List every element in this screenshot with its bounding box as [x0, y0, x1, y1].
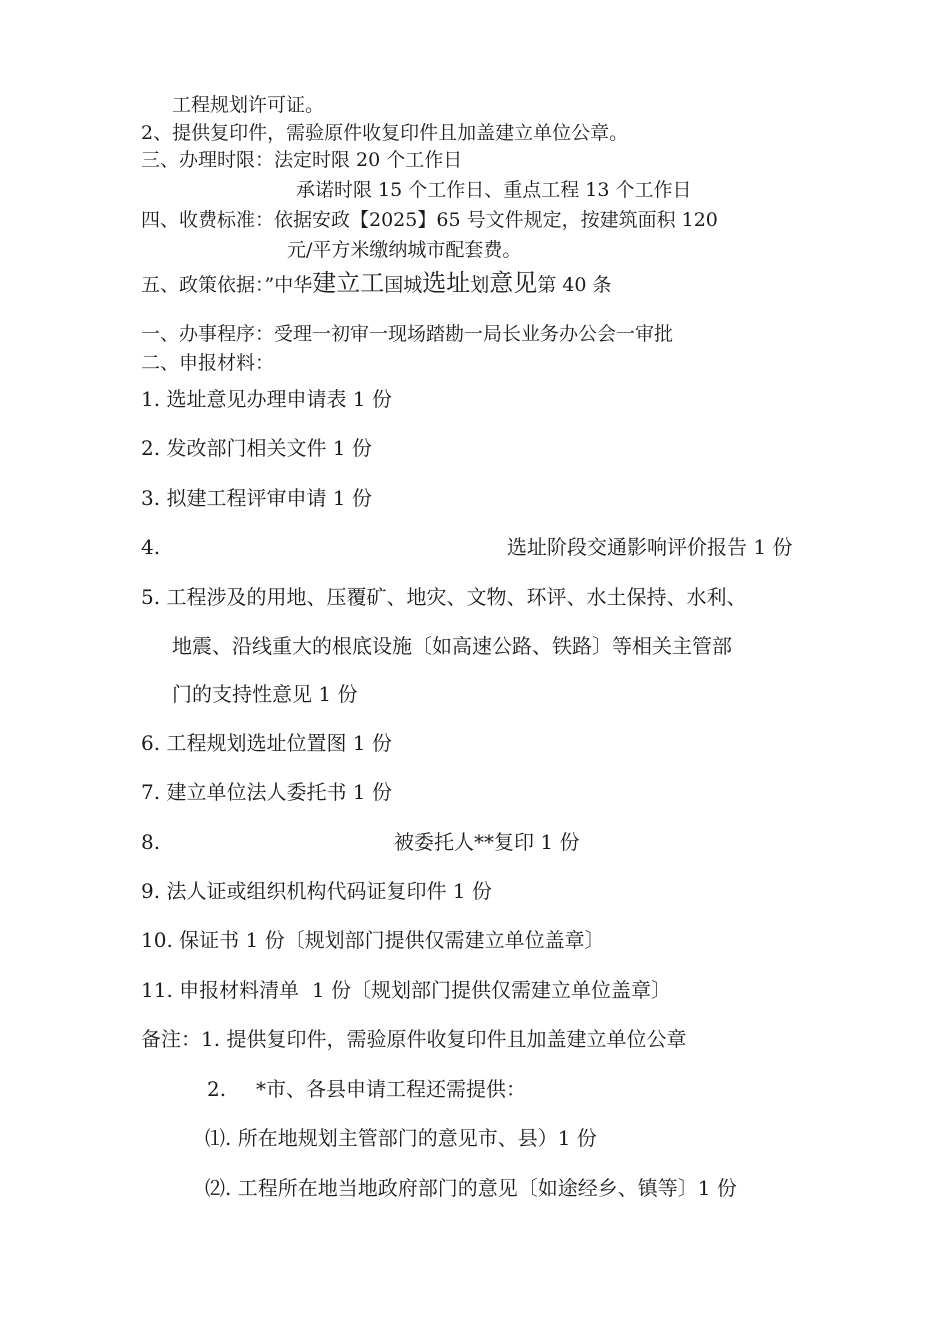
list-item-number: 8. — [141, 830, 161, 854]
text-line: 一、办事程序：受理一初审一现场踏勘一局长业务办公会一审批 — [141, 323, 674, 345]
list-item: 6. 工程规划选址位置图 1 份 — [141, 731, 392, 755]
text-line: 二、申报材料： — [141, 352, 275, 374]
note-line: *市、各县申请工程还需提供： — [256, 1077, 526, 1101]
text-line: 元/平方米缴纳城市配套费。 — [287, 239, 522, 261]
text-line: 2、提供复印件，需验原件收复印件且加盖建立单位公章。 — [141, 122, 629, 144]
list-item: 2. 发改部门相关文件 1 份 — [141, 436, 372, 460]
text-segment: 第 40 条 — [537, 274, 612, 296]
list-item-continued: 门的支持性意见 1 份 — [172, 682, 358, 706]
list-item: 9. 法人证或组织机构代码证复印件 1 份 — [141, 879, 492, 903]
text-segment: 建立工 — [312, 269, 385, 297]
list-item-number: 4. — [141, 535, 161, 559]
text-segment: 意见 — [489, 269, 538, 297]
list-item: 11. 申报材料清单 1 份〔规划部门提供仅需建立单位盖章〕 — [141, 978, 671, 1002]
list-item-continued: 地震、沿线重大的根底设施〔如高速公路、铁路〕等相关主管部 — [172, 634, 732, 658]
list-item: 5. 工程涉及的用地、压覆矿、地灾、文物、环评、水土保持、水利、 — [141, 585, 747, 609]
list-item: 10. 保证书 1 份〔规划部门提供仅需建立单位盖章〕 — [141, 928, 605, 952]
list-item: 3. 拟建工程评审申请 1 份 — [141, 486, 372, 510]
text-line: 工程规划许可证。 — [172, 94, 325, 116]
text-line: 四、收费标准：依据安政【2025】65 号文件规定，按建筑面积 120 — [141, 209, 718, 231]
list-item: 选址阶段交通影响评价报告 1 份 — [507, 535, 793, 559]
text-line: 三、办理时限：法定时限 20 个工作日 — [141, 149, 463, 171]
note-subitem: ⑴. 所在地规划主管部门的意见市、县）1 份 — [205, 1126, 597, 1150]
text-segment: 国城 — [384, 274, 423, 296]
list-item: 7. 建立单位法人委托书 1 份 — [141, 780, 392, 804]
policy-basis-line — [141, 271, 612, 297]
list-item: 1. 选址意见办理申请表 1 份 — [141, 387, 392, 411]
text-line: 承诺时限 15 个工作日、重点工程 13 个工作日 — [296, 179, 692, 201]
text-segment: 选址 — [422, 269, 471, 297]
text-segment: 划 — [470, 274, 490, 296]
note-line: 备注：1. 提供复印件，需验原件收复印件且加盖建立单位公章 — [141, 1027, 687, 1051]
note-number: 2. — [207, 1077, 227, 1101]
note-subitem: ⑵. 工程所在地当地政府部门的意见〔如途经乡、镇等〕1 份 — [205, 1176, 737, 1200]
list-item: 被委托人**复印 1 份 — [394, 830, 580, 854]
text-segment: 五、政策依据：”中华 — [141, 274, 313, 296]
